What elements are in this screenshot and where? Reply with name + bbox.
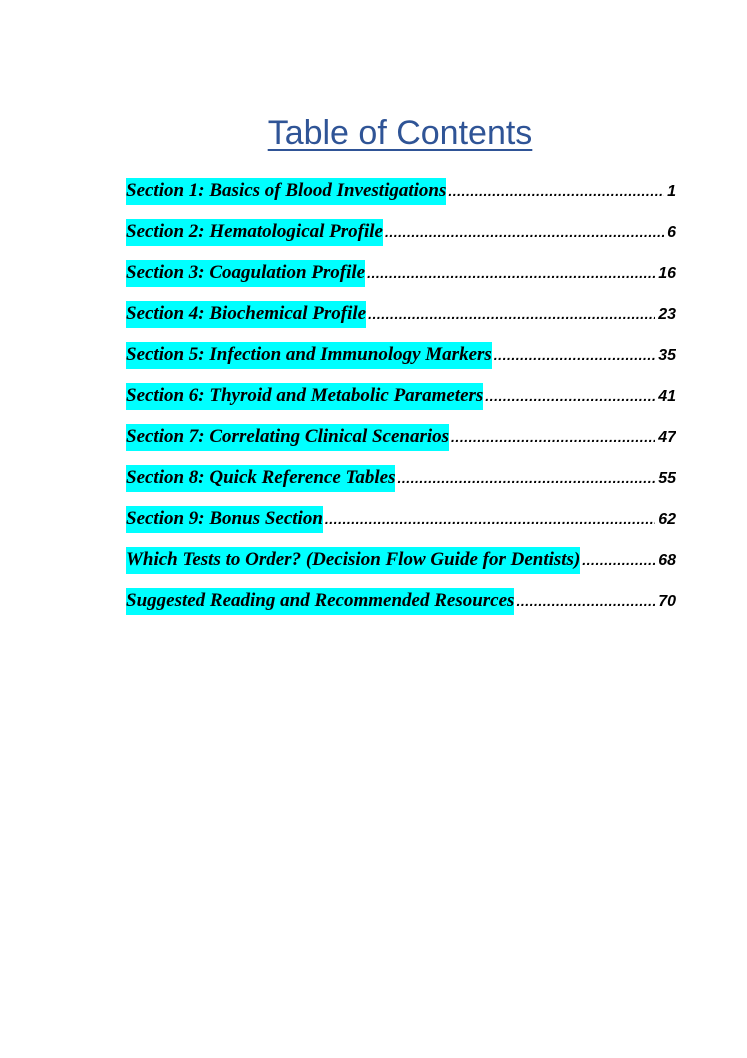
toc-entry-page[interactable]: 62	[658, 511, 676, 528]
toc-entry-label[interactable]: Section 2: Hematological Profile	[126, 219, 383, 246]
dot-leader	[325, 511, 655, 527]
dot-leader	[451, 429, 655, 445]
toc-entry[interactable]	[126, 178, 676, 219]
dot-leader	[494, 347, 655, 363]
toc-entry[interactable]	[126, 219, 676, 260]
toc-entry-page[interactable]: 16	[658, 265, 676, 282]
toc-entry-page[interactable]: 23	[658, 306, 676, 323]
toc-entry-page[interactable]: 35	[658, 347, 676, 364]
toc-entry[interactable]	[126, 301, 676, 342]
dot-leader	[448, 183, 664, 199]
toc-entry-label[interactable]: Section 6: Thyroid and Metabolic Parameters	[126, 383, 483, 410]
dot-leader	[367, 265, 655, 281]
toc-entry-label[interactable]: Section 1: Basics of Blood Investigations	[126, 178, 446, 205]
toc-entry[interactable]	[126, 465, 676, 506]
toc-entry-label[interactable]: Section 5: Infection and Immunology Markers	[126, 342, 492, 369]
toc-entry[interactable]	[126, 424, 676, 465]
toc-entry-page[interactable]: 1	[667, 183, 676, 200]
dot-leader	[582, 552, 655, 568]
toc-entry[interactable]	[126, 260, 676, 301]
toc-entry-page[interactable]: 68	[658, 552, 676, 569]
toc-entry-page[interactable]: 70	[658, 593, 676, 610]
dot-leader	[516, 593, 655, 609]
dot-leader	[397, 470, 655, 486]
toc-heading-text: Table of Contents	[267, 114, 533, 152]
toc-entry-label[interactable]: Section 7: Correlating Clinical Scenarios	[126, 424, 449, 451]
toc-entry-page[interactable]: 41	[658, 388, 676, 405]
toc-entry-label[interactable]: Which Tests to Order? (Decision Flow Guide for Dentists)	[126, 547, 580, 574]
toc-list	[126, 178, 676, 629]
toc-entry-label[interactable]: Section 3: Coagulation Profile	[126, 260, 365, 287]
toc-entry[interactable]	[126, 383, 676, 424]
dot-leader	[485, 388, 655, 404]
toc-entry-label[interactable]: Section 4: Biochemical Profile	[126, 301, 366, 328]
dot-leader	[385, 224, 664, 240]
toc-entry[interactable]	[126, 506, 676, 547]
toc-entry-page[interactable]: 55	[658, 470, 676, 487]
toc-entry[interactable]	[126, 547, 676, 588]
toc-heading	[0, 113, 747, 154]
toc-entry-label[interactable]: Section 9: Bonus Section	[126, 506, 323, 533]
toc-entry-page[interactable]: 47	[658, 429, 676, 446]
toc-entry-label[interactable]: Section 8: Quick Reference Tables	[126, 465, 395, 492]
dot-leader	[368, 306, 655, 322]
toc-entry-page[interactable]: 6	[667, 224, 676, 241]
toc-entry-label[interactable]: Suggested Reading and Recommended Resources	[126, 588, 514, 615]
toc-entry[interactable]	[126, 342, 676, 383]
toc-entry[interactable]	[126, 588, 676, 629]
